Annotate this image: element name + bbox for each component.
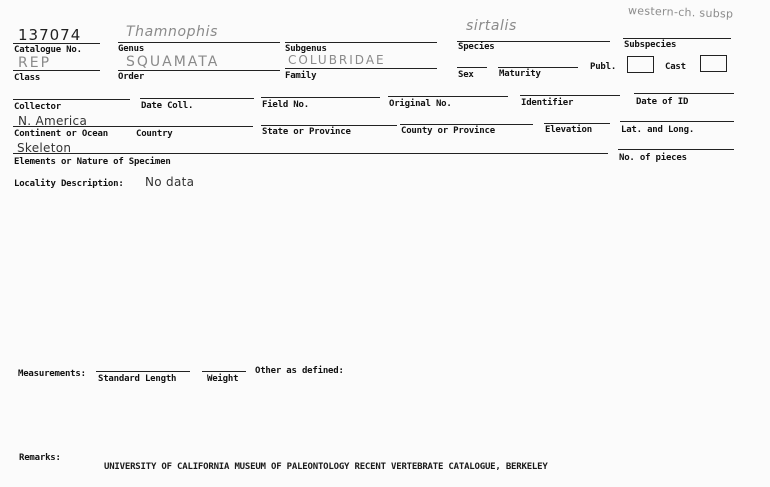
- measurements-label: Measurements:: [18, 369, 86, 379]
- genus-value: Thamnophis: [126, 24, 219, 40]
- maturity-line: [498, 67, 578, 68]
- sex-label: Sex: [458, 70, 474, 80]
- continent-value: N. America: [18, 114, 88, 128]
- field-no-label: Field No.: [262, 100, 309, 110]
- date-coll-line: [140, 98, 254, 99]
- pieces-line: [618, 149, 734, 150]
- weight-label: Weight: [207, 374, 239, 384]
- publ-label: Publ.: [590, 62, 617, 72]
- lat-long-label: Lat. and Long.: [621, 125, 695, 135]
- weight-line: [202, 371, 246, 372]
- subspecies-line: [623, 38, 731, 39]
- original-no-line: [388, 96, 508, 97]
- cast-checkbox[interactable]: [700, 55, 727, 72]
- identifier-line: [520, 95, 620, 96]
- genus-label: Genus: [118, 44, 145, 54]
- elevation-label: Elevation: [545, 125, 592, 135]
- subgenus-line: [285, 42, 437, 43]
- class-value: REP: [18, 55, 52, 71]
- catalogue-line: [13, 43, 100, 44]
- remarks-label: Remarks:: [19, 453, 61, 463]
- elevation-line: [544, 123, 610, 124]
- catalogue-footer: UNIVERSITY OF CALIFORNIA MUSEUM OF PALEONTOLOGY RECENT VERTEBRATE CATALOGUE, BERKELEY: [104, 462, 548, 472]
- class-label: Class: [14, 73, 41, 83]
- elements-line: [13, 153, 608, 154]
- cast-label: Cast: [665, 62, 686, 72]
- subgenus-label: Subgenus: [285, 44, 327, 54]
- family-line: [285, 68, 437, 69]
- catalogue-no-label: Catalogue No.: [14, 45, 82, 55]
- locality-value: No data: [145, 175, 195, 189]
- species-label: Species: [458, 42, 495, 52]
- standard-length-line: [96, 371, 190, 372]
- other-as-defined-label: Other as defined:: [255, 366, 344, 376]
- order-label: Order: [118, 72, 145, 82]
- species-value: sirtalis: [466, 18, 517, 34]
- header-note: western-ch. subsp: [627, 4, 734, 21]
- original-no-label: Original No.: [389, 99, 452, 109]
- subspecies-label: Subspecies: [624, 40, 677, 50]
- collector-label: Collector: [14, 102, 61, 112]
- lat-long-line: [620, 121, 734, 122]
- order-line: [118, 70, 280, 71]
- elements-value: Skeleton: [17, 141, 72, 155]
- state-label: State or Province: [262, 127, 351, 137]
- date-of-id-label: Date of ID: [636, 97, 689, 107]
- state-line: [261, 125, 397, 126]
- family-label: Family: [285, 71, 317, 81]
- genus-line: [118, 42, 280, 43]
- continent-label: Continent or Ocean: [14, 129, 108, 139]
- date-coll-label: Date Coll.: [141, 101, 194, 111]
- continent-line: [13, 126, 253, 127]
- county-label: County or Province: [401, 126, 495, 136]
- class-line: [13, 70, 100, 71]
- country-label: Country: [136, 129, 173, 139]
- family-value: COLUBRIDAE: [288, 53, 386, 67]
- publ-checkbox[interactable]: [627, 56, 654, 73]
- county-line: [400, 124, 533, 125]
- order-value: SQUAMATA: [126, 54, 220, 70]
- maturity-label: Maturity: [499, 69, 541, 79]
- collector-line: [13, 99, 130, 100]
- elements-label: Elements or Nature of Specimen: [14, 157, 171, 167]
- no-of-pieces-label: No. of pieces: [619, 153, 687, 163]
- date-of-id-line: [634, 93, 734, 94]
- identifier-label: Identifier: [521, 98, 574, 108]
- locality-label: Locality Description:: [14, 179, 124, 189]
- standard-length-label: Standard Length: [98, 374, 177, 384]
- sex-line: [457, 67, 487, 68]
- catalogue-number-value: 137074: [18, 26, 82, 44]
- field-no-line: [261, 97, 380, 98]
